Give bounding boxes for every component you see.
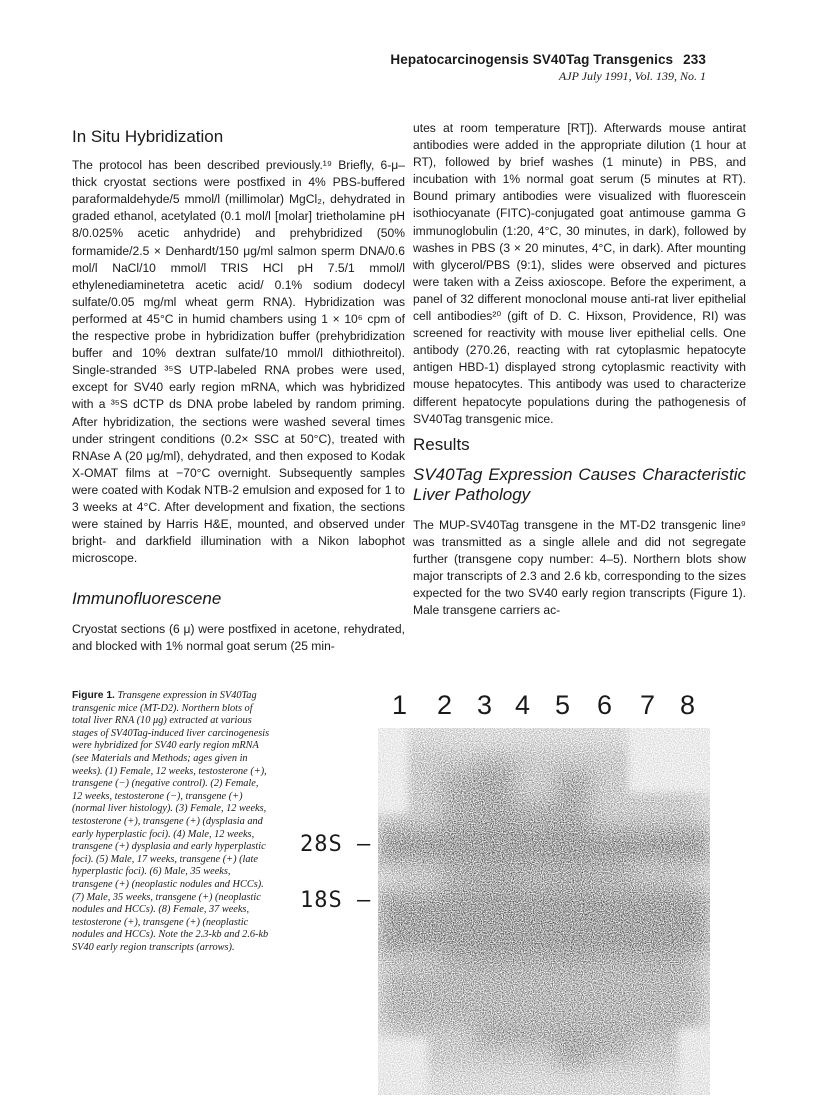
paragraph-transgene: The MUP-SV40Tag transgene in the MT-D2 transgenic line⁹ was transmitted as a single allele and did not segregate further (transgene copy number: 4–5). Northern blots show major transcripts of 2.3 and 2.6 kb, corresponding to the sizes expected for the two SV40 early region transcripts (Figure 1). Male transgene carriers ac- [413,517,746,618]
paragraph-in-situ: The protocol has been described previously.¹⁹ Briefly, 6-μ–thick cryostat sections were postfixed in 4% PBS-buffered paraformaldehyde/5 mmol/l (millimolar) MgCl₂, dehydrated in graded ethanol, acetylated (0.1 mol/l [molar] trietholamine pH 8/0.025% acetic anhydride) and prehybridized (50% formamide/2.5 × Denhardt/150 μg/ml salmon sperm DNA/0.6 mol/l NaCl/10 mmol/l TRIS HCl pH 7.5/1 mmol/l ethylenediaminetetra acetic acid/ 0.1% sodium dodecyl sulfate/0.05 mg/ml wheat germ RNA). Hybridization was performed at 45°C in humid chambers using 1 × 10⁶ cpm of the respective probe in hybridization buffer (prehybridization buffer and 10% dextran sulfate/10 mmol/l dithiothreitol). Single-stranded ³⁵S UTP-labeled RNA probes were used, except for SV40 early region mRNA, which was hybridized with a ³⁵S dCTP ds DNA probe labeled by random priming. After hybridization, the sections were washed several times under stringent conditions (0.2× SSC at 50°C), treated with RNAse A (20 μg/ml), dehydrated, and then exposed to Kodak X-OMAT films at −70°C overnight. Subsequently samples were coated with Kodak NTB-2 emulsion and exposed for 1 to 3 weeks at 4°C. After development and fixation, the sections were stained by Harris H&E, mounted, and observed under bright- and darkfield illumination with a Nikon labophot microscope. [72,158,405,566]
figure-label: Figure 1. [72,690,115,701]
paragraph-immunofluorescence: Cryostat sections (6 μ) were postfixed in acetone, rehydrated, and blocked with 1% normal goat serum (25 min- [72,622,405,654]
marker-28s: 28S — [300,832,372,857]
lane-label-8: 8 [680,690,696,720]
running-title-line [390,52,706,67]
marker-18s: 18S — [300,888,372,913]
figure-caption-text: Transgene expression in SV40Tag transgenic mice (MT-D2). Northern blots of total liver RNA (10 μg) extracted at various stages of SV40Tag-induced liver carcinogenesis were hybridized for SV40 early region mRNA (see Materials and Methods; ages given in weeks). (1) Female, 12 weeks, testosterone (+), transgene (−) (negative control). (2) Female, 12 weeks, testosterone (−), transgene (+) (normal liver histology). (3) Female, 12 weeks, testosterone (+), transgene (+) (dysplasia and early hyperplastic foci). (4) Male, 12 weeks, transgene (+) dysplasia and early hyperplastic foci). (5) Male, 17 weeks, transgene (+) (late hyperplastic foci). (6) Male, 35 weeks, transgene (+) (neoplastic nodules and HCCs). (7) Male, 35 weeks, transgene (+) (neoplastic nodules and HCCs). (8) Female, 37 weeks, testosterone (+), transgene (+) (neoplastic nodules and HCCs). Note the 2.3-kb and 2.6-kb SV40 early region transcripts (arrows). [72,690,270,953]
northern-blot-figure [300,690,710,1095]
subsection-heading-liver-pathology: SV40Tag Expression Causes Characteristic Liver Pathology [413,464,746,504]
figure-caption [72,690,270,954]
blot-image [378,728,710,1095]
running-header [390,52,706,84]
journal-citation: AJP July 1991, Vol. 139, No. 1 [558,69,706,83]
left-column [72,120,405,656]
section-heading-immunofluorescence: Immunofluorescene [72,589,222,609]
running-title: Hepatocarcinogensis SV40Tag Transgenics [390,52,674,67]
section-heading-in-situ: In Situ Hybridization [72,127,224,146]
page-number: 233 [683,52,706,67]
right-column [413,120,746,619]
lane-label-7: 7 [640,690,656,720]
lane-label-2: 2 [437,690,453,720]
paragraph-antibodies: utes at room temperature [RT]). Afterwards mouse antirat antibodies were added in the appropriate dilution (1 hour at RT), followed by brief washes (1 minute) in PBS, and incubation with 1% normal goat serum (5 minutes at RT). Bound primary antibodies were visualized with fluorescein isothiocyanate (FITC)-conjugated goat antimouse gamma G immunoglobulin (1:20, 4°C, 30 minutes, in dark), followed by washes in PBS (3 × 20 minutes, 4°C, in dark). After mounting with glycerol/PBS (9:1), slides were observed and pictures were taken with a Zeiss axioscope. Before the experiment, a panel of 32 different monoclonal mouse anti-rat liver epithelial cell antibodies²⁰ (gift of D. C. Hixson, Providence, RI) was screened for reactivity with mouse liver epithelial cells. One antibody (270.26, reacting with rat cytoplasmic hepatocyte antigen HBD-1) displayed strong cytoplasmic reactivity with mouse hepatocytes. This antibody was used to characterize different hepatocyte populations during the pathogenesis of SV40Tag transgenic mice. [413,121,746,426]
lane-label-3: 3 [477,690,493,720]
lane-label-5: 5 [555,690,571,720]
lane-label-1: 1 [392,690,408,720]
section-heading-results: Results [413,434,470,454]
lane-label-6: 6 [597,690,613,720]
lane-label-4: 4 [515,690,531,720]
